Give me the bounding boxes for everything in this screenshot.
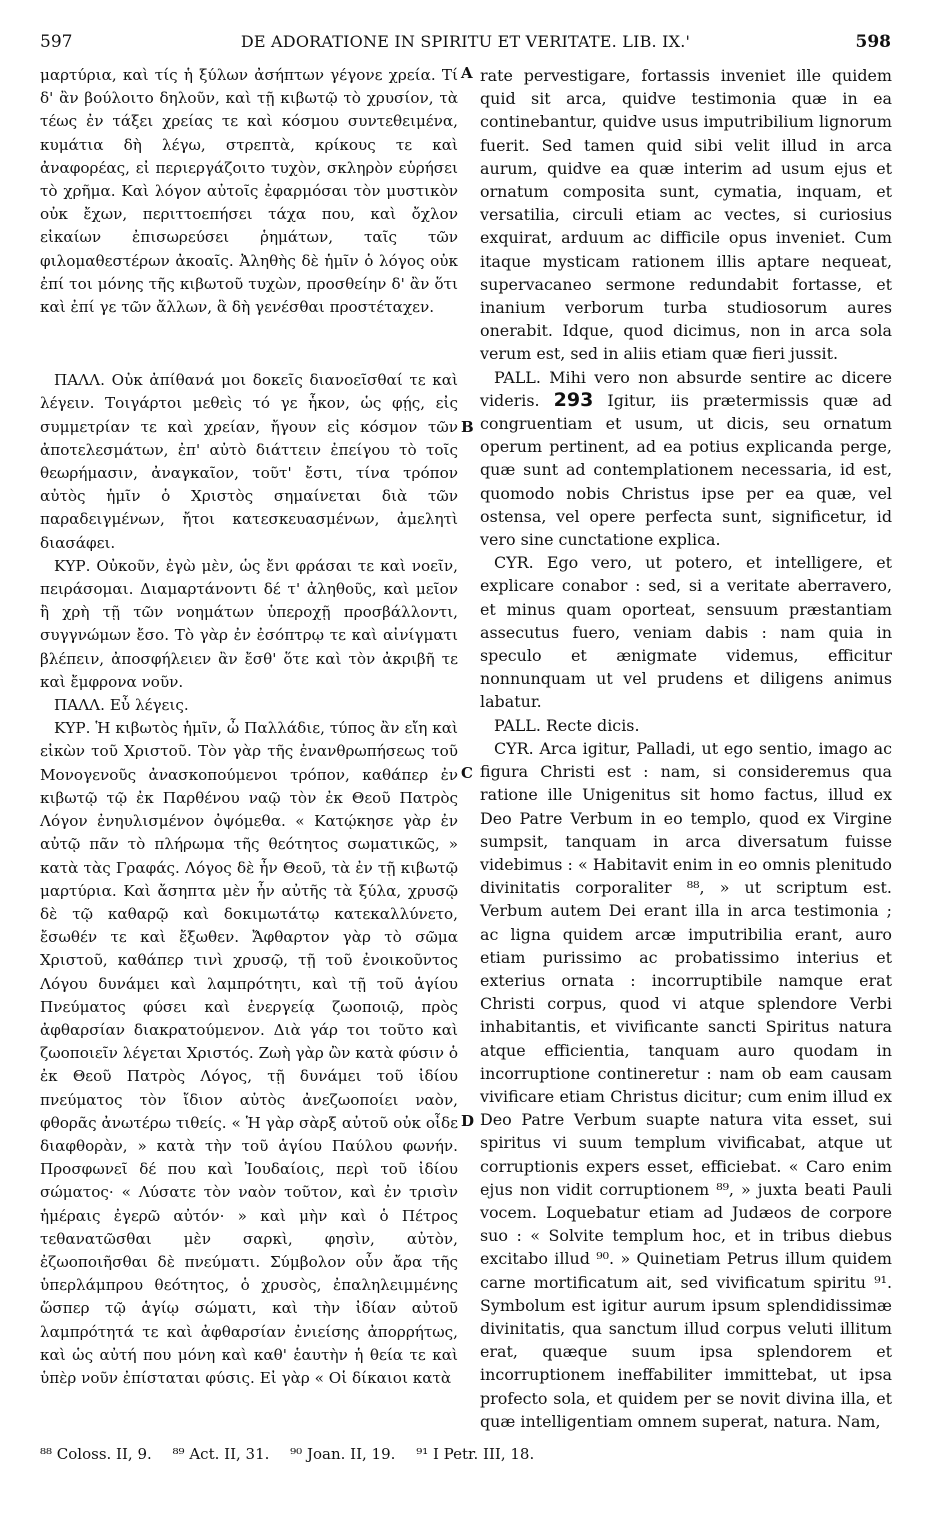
speaker-pall: ΠΑΛΛ.: [54, 696, 105, 715]
footnote-90: ⁹⁰ Joan. II, 19.: [290, 1445, 396, 1463]
latin-text-4: Recte dicis.: [545, 715, 640, 735]
latin-paragraph-1: rate pervestigare, fortassis inveniet ille quidem quid sit arca, quidve testimonia quæ in ea continebantur, quidve usus imputribilium lignorum fuerit. Sed tamen quid sibi velit illud in arca aurum, quidve ea quæ interim ad usum ejus et ornatum composita sunt, cymatia, inquam, et versatilia, circuli etiam ac vectes, si curiosius exquirat, arduum ac difficile opus inveniet. Cum itaque mysticam rationem illis aptare nequeat, supervacaneo sermone redundabit fortasse, et inanium verborum turba studiosorum aures onerabit. Idque, quod dicimus, non in arca sola verum est, sed in aliis etiam quæ fieri jussit.: [480, 66, 892, 364]
footnotes: [40, 1445, 900, 1463]
greek-paragraph-1: μαρτύρια, καὶ τίς ἡ ξύλων ἀσήπτων γέγονε χρεία. Τί δ' ἂν βούλοιτο δηλοῦν, καὶ τῇ κιβωτῷ τὸ χρυσίον, τὰ τέως ἐν τάξει χρείας τε καὶ κόσμου συντεθειμένα, κυμάτια δὴ λέγω, στρεπτὰ, κρίκους τε καὶ ἀναφορέας, εἰ περιεργάζοιτο τυχὸν, σκληρὸν εὑρήσει τὸ χρῆμα. Καὶ λόγον αὐτοῖς ἐφαρμόσαι τὸν μυστικὸν οὐκ ἔχων, περιττοεπήσει τάχα που, καὶ ὄχλον εἰκαίων ἐπισωρεύσει ῥημάτων, ταῖς τῶν φιλομαθεστέρων ἀκοαῖς. Ἀληθὴς δὲ ἡμῖν ὁ λόγος οὐκ ἐπί τοι μόνης τῆς κιβωτοῦ τυχὼν, προσθείην δ' ἂν ὅτι καὶ ἐπί γε τῶν ἄλλων, ἃ δὴ γενέσθαι προστέταχεν.: [40, 66, 458, 317]
footnote-88: ⁸⁸ Coloss. II, 9.: [40, 1445, 152, 1463]
speaker-pall: ΠΑΛΛ.: [54, 371, 105, 390]
section-marker-b: B: [461, 418, 474, 436]
speaker-cyr: ΚΥΡ.: [54, 719, 91, 738]
page-number-left: 597: [40, 32, 73, 52]
greek-column: [40, 64, 458, 1390]
greek-paragraph-4: [40, 694, 458, 717]
section-marker-d: D: [461, 1112, 475, 1130]
latin-paragraph-3: [480, 551, 892, 713]
section-marker-c: C: [461, 764, 473, 782]
footnote-91: ⁹¹ I Petr. III, 18.: [416, 1445, 535, 1463]
page-header: [40, 32, 891, 56]
latin-column: [480, 64, 892, 1433]
footnote-89: ⁸⁹ Act. II, 31.: [172, 1445, 270, 1463]
speaker-pall: PALL.: [494, 715, 541, 735]
latin-paragraph-2: [480, 366, 892, 552]
greek-text-2: Οὐκ ἀπίθανά μοι δοκεῖς διανοεῖσθαί τε καὶ λέγειν. Τοιγάρτοι μεθεὶς τό γε ἧκον, ὡς φῄς, εἰς συμμετρίαν τε καὶ χρείαν, ἤγουν εἰς κόσμον τῶν ἀποτελεσμάτων, ἐπ' αὐτὸ διάττειν ἐπείγου τὸ τοῖς θεωρήμασιν, ἀναγκαῖον, τοῦτ' ἔστι, τίνα τρόπον αὐτὸς ἡμῖν ὁ Χριστὸς σημαίνεται διὰ τῶν παραδειγμένων, ἤτοι κατεσκευασμένων, ἀμελητὶ διασάφει.: [40, 371, 458, 552]
latin-text-5: Arca igitur, Palladi, ut ego sentio, imago ac figura Christi est : nam, si consideremus qua ratione ille Unigenitus sit homo factus, illud ex Deo Patre Verbum in eo templo, quod ex Virgine sumpsit, tanquam in arca diversatum fuisse videbimus : « Habitavit enim in eo omnis plenitudo divinitatis corporaliter ⁸⁸, » ut scriptum est. Verbum autem Dei erant illa in arca testimonia ; ac ligna quidem arcæ imputribilia erant, auro etiam purissimo ac probatissimo interius et exterius ornata : incorruptibile namque erat Christi corpus, quod vi atque splendore Verbi inhabitantis, et vivificante sancti Spiritus natura atque efficientia, tanquam auro quodam in incorruptione contineretur : nam ob eam causam vivificare etiam Christus dicitur; cum enim illud ex Deo Patre Verbum suapte natura vita esset, sui spiritus vi suum templum vivificabat, atque ut corruptionis expers esset, efficiebat. « Caro enim ejus non vidit corruptionem ⁸⁹, » juxta beati Pauli vocem. Loquebatur etiam ad Judæos de corpore suo : « Solvite templum hoc, et in tribus diebus excitabo illud ⁹⁰. » Quinetiam Petrus illum quidem carne mortificatum ait, sed vivificatum spiritu ⁹¹. Symbolum est igitur aurum ipsum splendidissimæ divinitatis, qua sanctum illud corpus veluti illitum erat, quæque suum ipsa splendorem et incorruptionem ineffabiliter immittebat, ut ipsa profecto sola, et quidem per se novit divina illa, et quæ intelligentiam omnem superat, natura. Nam,: [480, 738, 892, 1431]
greek-text-3: Οὐκοῦν, ἐγὼ μὲν, ὡς ἔνι φράσαι τε καὶ νοεῖν, πειράσομαι. Διαμαρτάνοντι δέ τ' ἀληθοῦς, καὶ μεῖον ἢ χρὴ τῇ τῶν νοημάτων ὑπεροχῇ προσβάλλοντι, συγγνώμων ἔσο. Τὸ γὰρ ἐν ἐσόπτρῳ τε καὶ αἰνίγματι βλέπειν, ἀποσφήλειεν ἂν ἔσθ' ὅτε καὶ τὸν ἀκριβῆ τε καὶ ἔμφρονα νοῦν.: [40, 556, 458, 691]
latin-text-2a: Mihi vero non absurde sentire ac dicere videris.: [480, 367, 892, 410]
latin-text-3: Ego vero, ut potero, et intelligere, et explicare conabor : sed, si a veritate aberravero, et minus quam oporteat, sensuum præstantiam assecutus fuero, veniam dabis : nam quia in speculo et ænigmate videmus, efficitur nonnunquam ut vel prudens et diligens animus labatur.: [480, 553, 892, 712]
greek-paragraph-5: [40, 717, 458, 1390]
latin-text-2b: Igitur, iis prætermissis quæ ad congruentiam et usum, ut dicis, seu ornatum operum pertinent, ad ea potius explicanda perge, quæ sunt ad contemplationem necessaria, id est, quomodo nobis Christus ipse per ea quæ, vel ostensa, vel opere perfecta sunt, significetur, id vero sine cunctatione explica.: [480, 390, 892, 550]
greek-paragraph-2: [40, 369, 458, 555]
column-number: 293: [553, 388, 594, 411]
section-marker-a: A: [461, 64, 473, 82]
greek-paragraph-3: [40, 555, 458, 694]
running-title: DE ADORATIONE IN SPIRITU ET VERITATE. LIB. IX.': [240, 32, 691, 51]
speaker-pall: PALL.: [494, 367, 541, 387]
greek-text-5: Ἡ κιβωτὸς ἡμῖν, ὦ Παλλάδιε, τύπος ἂν εἴη καὶ εἰκὼν τοῦ Χριστοῦ. Τὸν γὰρ τῆς ἐνανθρωπήσεως τοῦ Μονογενοῦς ἀνασκοπούμενοι τρόπον, καθάπερ ἐν κιβωτῷ τῷ ἐκ Παρθένου ναῷ τὸν ἐκ Θεοῦ Πατρὸς Λόγον ἐνηυλισμένον ὀψόμεθα. « Κατῴκησε γὰρ ἐν αὐτῷ πᾶν τὸ πλήρωμα τῆς θεότητος σωματικῶς, » κατὰ τὰς Γραφάς. Λόγος δὲ ἦν Θεοῦ, τὰ ἐν τῇ κιβωτῷ μαρτύρια. Καὶ ἄσηπτα μὲν ἦν αὐτῆς τὰ ξύλα, χρυσῷ δὲ τῷ καθαρῷ καὶ δοκιμωτάτῳ κατεκαλλύνετο, ἔσωθέν τε καὶ ἔξωθεν. Ἄφθαρτον γὰρ τὸ σῶμα Χριστοῦ, καθάπερ τινὶ χρυσῷ, τῇ τοῦ ἐνοικοῦντος Λόγου δυνάμει καὶ λαμπρότητι, καὶ τῇ τοῦ ἁγίου Πνεύματος φύσει καὶ ἐνεργείᾳ ζωοποιῷ, πρὸς ἀφθαρσίαν διακρατούμενον. Διὰ γάρ τοι τοῦτο καὶ ζωοποιεῖν λέγεται Χριστός. Ζωὴ γὰρ ὢν κατὰ φύσιν ὁ ἐκ Θεοῦ Πατρὸς Λόγος, τῇ δυνάμει τοῦ ἰδίου πνεύματος τὸν ἴδιον αὐτὸς ἀνεζωοποίει ναὸν, φθορᾶς ἀνωτέρω τιθείς. « Ἡ γὰρ σὰρξ αὐτοῦ οὐκ οἶδε διαφθορὰν, » κατὰ τὴν τοῦ ἁγίου Παύλου φωνήν. Προσφωνεῖ δέ που καὶ Ἰουδαίοις, περὶ τοῦ ἰδίου σώματος· « Λύσατε τὸν ναὸν τοῦτον, καὶ ἐν τρισὶν ἡμέραις ἐγερῶ αὐτόν· » καὶ μὴν καὶ ὁ Πέτρος τεθανατῶσθαι μὲν σαρκὶ, φησὶν, αὐτὸν, ἐζωοποιῆσθαι δὲ πνεύματι. Σύμβολον οὖν ἄρα τῆς ὑπερλάμπρου θεότητος, ὁ χρυσὸς, ἐπαληλειμμένης ὥσπερ τῷ ἁγίῳ σώματι, καὶ τὴν ἰδίαν αὐτοῦ λαμπρότητά τε καὶ ἀφθαρσίαν ἐνιείσης ἀπορρήτως, καὶ ὡς αὐτή που μόνη καὶ καθ' ἑαυτὴν ἡ θεία τε καὶ ὑπὲρ νοῦν ἐπίσταται φύσις. Εἰ γὰρ « Οἱ δίκαιοι κατὰ: [40, 719, 458, 1387]
speaker-cyr: CYR.: [494, 553, 534, 573]
latin-paragraph-4: [480, 714, 892, 737]
greek-text-4: Εὖ λέγεις.: [109, 696, 189, 715]
page-number-right: 598: [855, 32, 891, 52]
speaker-cyr: CYR.: [494, 738, 534, 758]
latin-paragraph-5: [480, 737, 892, 1433]
speaker-cyr: ΚΥΡ.: [54, 556, 91, 575]
